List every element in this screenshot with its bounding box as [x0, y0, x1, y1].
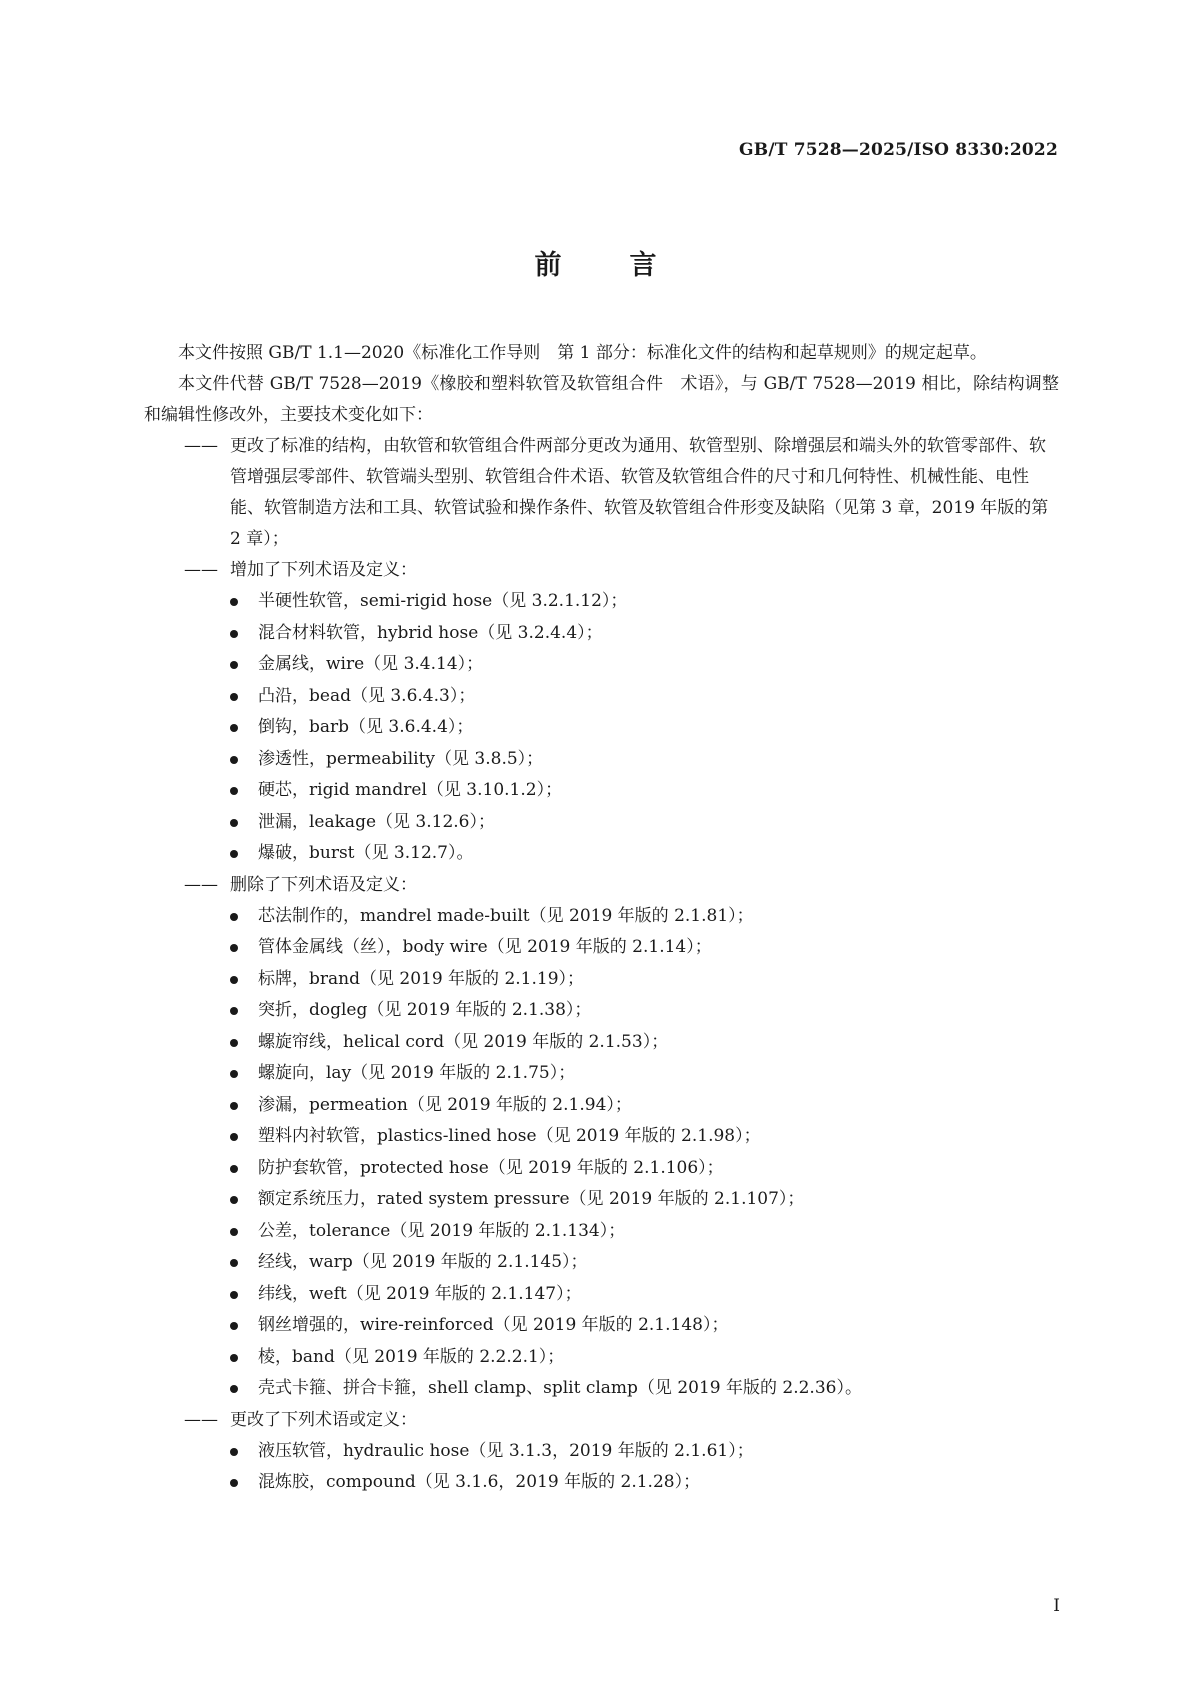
list-item: 芯法制作的，mandrel made-built（见 2019 年版的 2.1.81）； [144, 901, 1059, 933]
bullet-icon [230, 1039, 238, 1047]
bullet-icon [230, 1479, 238, 1487]
bullet-icon [230, 693, 238, 701]
list-item: 防护套软管，protected hose（见 2019 年版的 2.1.106）； [144, 1153, 1059, 1185]
bullet-icon [230, 1102, 238, 1110]
bullet-icon [230, 1228, 238, 1236]
list-item: 钢丝增强的，wire-reinforced（见 2019 年版的 2.1.148）； [144, 1310, 1059, 1342]
list-item: 塑料内衬软管，plastics-lined hose（见 2019 年版的 2.1.98）； [144, 1121, 1059, 1153]
bullet-icon [230, 819, 238, 827]
bullet-icon [230, 913, 238, 921]
list-item: 泄漏，leakage（见 3.12.6）； [144, 807, 1059, 839]
list-item: 螺旋帘线，helical cord（见 2019 年版的 2.1.53）； [144, 1027, 1059, 1059]
foreword-body [144, 338, 1059, 1499]
list-item: 凸沿，bead（见 3.6.4.3）； [144, 681, 1059, 713]
change-item-deleted-terms [144, 870, 1059, 901]
bullet-icon [230, 1448, 238, 1456]
change-item-structure [144, 431, 1059, 555]
dash-marker: —— [184, 560, 218, 580]
bullet-icon [230, 630, 238, 638]
added-terms-list [144, 586, 1059, 870]
list-item: 混合材料软管，hybrid hose（见 3.2.4.4）； [144, 618, 1059, 650]
list-item: 爆破，burst（见 3.12.7）。 [144, 838, 1059, 870]
list-item: 额定系统压力，rated system pressure（见 2019 年版的 2.1.107）； [144, 1184, 1059, 1216]
list-item: 金属线，wire（见 3.4.14）； [144, 649, 1059, 681]
change-item-added-terms [144, 555, 1059, 586]
list-item: 倒钩，barb（见 3.6.4.4）； [144, 712, 1059, 744]
bullet-icon [230, 1007, 238, 1015]
list-item: 纬线，weft（见 2019 年版的 2.1.147）； [144, 1279, 1059, 1311]
bullet-icon [230, 724, 238, 732]
dash-marker: —— [184, 874, 218, 895]
paragraph-drafting-rules: 本文件按照 GB/T 1.1—2020《标准化工作导则 第 1 部分：标准化文件的结构和起草规则》的规定起草。 [178, 343, 987, 363]
change-text: 增加了下列术语及定义： [230, 560, 417, 580]
dash-marker: —— [184, 436, 218, 456]
document-code: GB/T 7528—2025/ISO 8330:2022 [739, 140, 1058, 160]
bullet-icon [230, 1133, 238, 1141]
change-text: 删除了下列术语及定义： [230, 874, 417, 895]
change-item-modified-terms [144, 1405, 1059, 1436]
bullet-icon [230, 1291, 238, 1299]
list-item: 渗漏，permeation（见 2019 年版的 2.1.94）； [144, 1090, 1059, 1122]
page-title: 前言 [534, 250, 725, 281]
modified-terms-list [144, 1436, 1059, 1499]
list-item: 标牌，brand（见 2019 年版的 2.1.19）； [144, 964, 1059, 996]
list-item: 壳式卡箍、拼合卡箍，shell clamp、split clamp（见 2019 年版的 2.2.36）。 [144, 1373, 1059, 1405]
bullet-icon [230, 1070, 238, 1078]
list-item: 混炼胶，compound（见 3.1.6，2019 年版的 2.1.28）； [144, 1467, 1059, 1499]
bullet-icon [230, 661, 238, 669]
change-text: 更改了标准的结构，由软管和软管组合件两部分更改为通用、软管型别、除增强层和端头外的软管零部件、软管增强层零部件、软管端头型别、软管组合件术语、软管及软管组合件的尺寸和几何特性、机械性能、电性能、软管制造方法和工具、软管试验和操作条件、软管及软管组合件形变及缺陷（见第 3 章，2019 年版的第 2 章）； [230, 436, 1049, 549]
bullet-icon [230, 756, 238, 764]
list-item: 公差，tolerance（见 2019 年版的 2.1.134）； [144, 1216, 1059, 1248]
list-item: 液压软管，hydraulic hose（见 3.1.3，2019 年版的 2.1.61）； [144, 1436, 1059, 1468]
list-item: 经线，warp（见 2019 年版的 2.1.145）； [144, 1247, 1059, 1279]
bullet-icon [230, 976, 238, 984]
list-item: 管体金属线（丝），body wire（见 2019 年版的 2.1.14）； [144, 932, 1059, 964]
bullet-icon [230, 598, 238, 606]
bullet-icon [230, 1196, 238, 1204]
paragraph-replacement-note: 本文件代替 GB/T 7528—2019《橡胶和塑料软管及软管组合件 术语》，与 GB/T 7528—2019 相比，除结构调整和编辑性修改外，主要技术变化如下： [144, 374, 1059, 425]
bullet-icon [230, 944, 238, 952]
deleted-terms-list [144, 901, 1059, 1405]
list-item: 棱，band（见 2019 年版的 2.2.2.1）； [144, 1342, 1059, 1374]
bullet-icon [230, 787, 238, 795]
bullet-icon [230, 1322, 238, 1330]
bullet-icon [230, 1259, 238, 1267]
list-item: 渗透性，permeability（见 3.8.5）； [144, 744, 1059, 776]
bullet-icon [230, 1165, 238, 1173]
list-item: 突折，dogleg（见 2019 年版的 2.1.38）； [144, 995, 1059, 1027]
bullet-icon [230, 1385, 238, 1393]
page-number: I [1053, 1596, 1060, 1616]
list-item: 螺旋向，lay（见 2019 年版的 2.1.75）； [144, 1058, 1059, 1090]
bullet-icon [230, 1354, 238, 1362]
list-item: 硬芯，rigid mandrel（见 3.10.1.2）； [144, 775, 1059, 807]
list-item: 半硬性软管，semi-rigid hose（见 3.2.1.12）； [144, 586, 1059, 618]
bullet-icon [230, 850, 238, 858]
dash-marker: —— [184, 1409, 218, 1430]
change-text: 更改了下列术语或定义： [230, 1409, 417, 1430]
